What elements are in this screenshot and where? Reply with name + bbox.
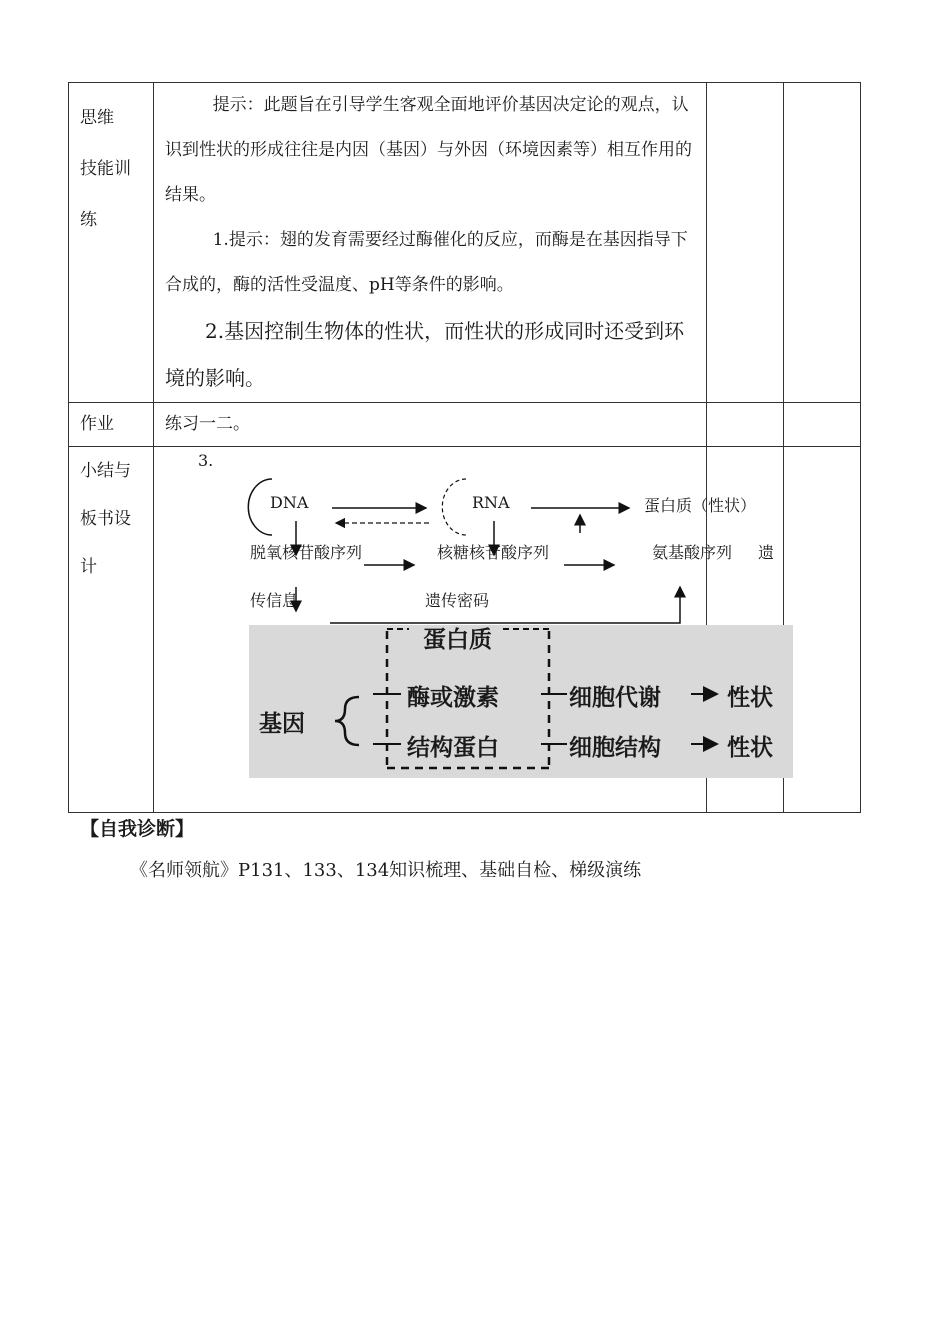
hint-1-paragraph: 1.提示：翅的发育需要经过酶催化的反应，而酶是在基因指导下合成的，酶的活性受温度、pH等条件的影响。 [165, 230, 688, 295]
cell-structure-label: 细胞结构 [569, 734, 661, 761]
amino-acid-sequence-label: 氨基酸序列 [652, 543, 733, 562]
table-row [69, 83, 861, 403]
table-row [69, 447, 861, 813]
dna-sequence-label: 脱氧核苷酸序列 [250, 543, 363, 562]
empty-cell [707, 83, 784, 403]
hint-2-paragraph: 2.基因控制生物体的性状，而性状的形成同时还受到环境的影响。 [165, 319, 685, 390]
row-label: 小结与 板书设 计 [80, 461, 131, 577]
hint-paragraph: 提示：此题旨在引导学生客观全面地评价基因决定论的观点，认识到性状的形成往往是内因（基因）与外因（环境因素等）相互作用的结果。 [165, 95, 692, 205]
replication-loop-icon [248, 479, 272, 535]
figure-lines [249, 625, 793, 778]
rna-label: RNA [472, 493, 510, 512]
self-diagnosis-heading: 【自我诊断】 [80, 818, 195, 840]
empty-cell [784, 403, 861, 447]
flow-arrows [154, 447, 794, 647]
content-cell [154, 403, 707, 447]
lesson-table [68, 82, 861, 813]
content-cell [154, 447, 775, 813]
row-label-cell [69, 447, 154, 813]
bypass-arrow [330, 587, 680, 623]
protein-trait-label: 蛋白质（性状） [644, 496, 757, 515]
empty-cell [784, 83, 861, 403]
enzyme-hormone-label: 酶或激素 [407, 684, 499, 711]
table-row [69, 403, 861, 447]
dna-label: DNA [270, 493, 309, 512]
structural-protein-label: 结构蛋白 [407, 734, 499, 761]
content-cell [154, 83, 707, 403]
rna-replication-loop-icon [442, 479, 466, 535]
heredity-label: 传信息 [250, 591, 299, 610]
homework-text: 练习一二。 [165, 414, 250, 434]
empty-cell [784, 447, 861, 813]
empty-cell [707, 403, 784, 447]
row-label: 作业 [80, 414, 114, 434]
trait-label: 性状 [727, 684, 773, 711]
cell-metabolism-label: 细胞代谢 [569, 684, 661, 711]
trait-label: 性状 [727, 734, 773, 761]
flow-diagram [154, 447, 775, 812]
row-label-cell [69, 83, 154, 403]
item-number: 3. [198, 451, 214, 470]
rna-sequence-label: 核糖核苷酸序列 [437, 543, 550, 562]
row-label: 思维 技能训 练 [80, 108, 131, 230]
gene-trait-figure [249, 625, 793, 778]
heredity-label-part: 遗 [758, 543, 775, 562]
brace-icon [335, 697, 359, 745]
gene-label: 基因 [259, 710, 305, 737]
reference-text: 《名师领航》P131、133、134知识梳理、基础自检、梯级演练 [130, 860, 642, 881]
protein-label: 蛋白质 [423, 626, 492, 653]
genetic-code-label: 遗传密码 [425, 591, 490, 610]
row-label-cell [69, 403, 154, 447]
